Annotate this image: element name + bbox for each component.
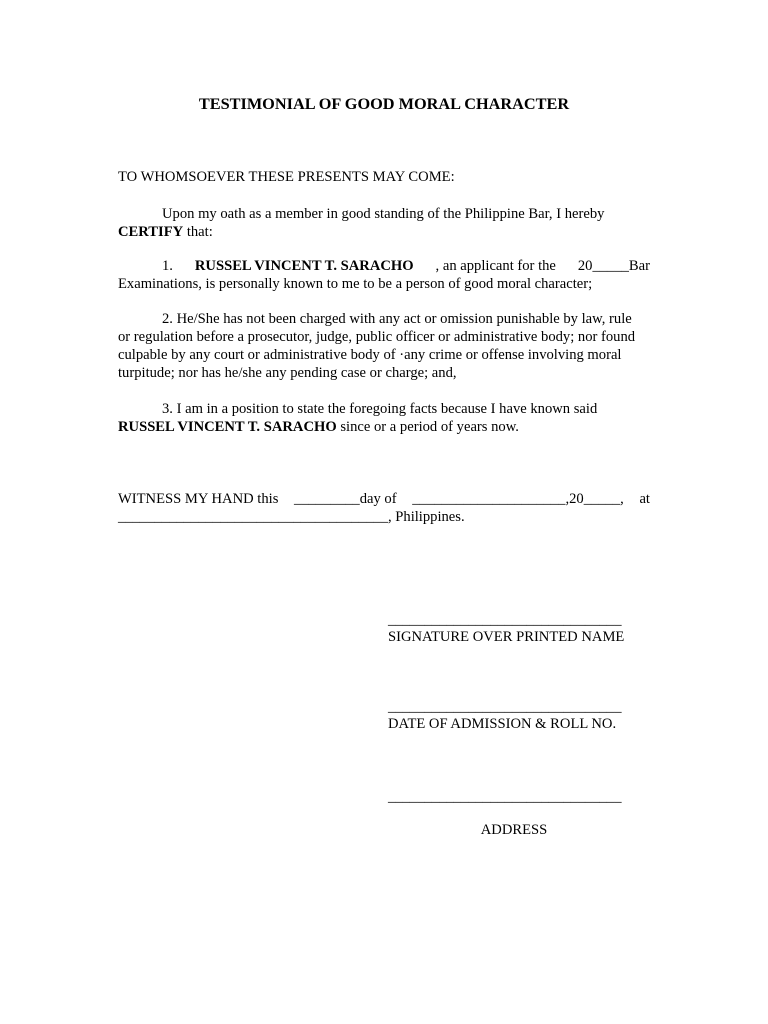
intro-paragraph (118, 205, 650, 241)
item-2-line-1: 2. He/She has not been charged with any act or omission punishable by law, rule (162, 311, 632, 327)
bar-year-blank: 20_____Bar (577, 258, 650, 274)
witness-text: WITNESS MY HAND this (118, 491, 279, 507)
signature-caption: SIGNATURE OVER PRINTED NAME (388, 629, 625, 645)
item-2-paragraph (118, 310, 650, 382)
address-block (388, 789, 634, 839)
item-3-rest: since or a period of years now. (336, 419, 519, 435)
admission-caption: DATE OF ADMISSION & ROLL NO. (388, 716, 617, 732)
item-1-paragraph (118, 257, 650, 293)
month-year-blank: _____________________,20_____, (412, 491, 624, 507)
item-2-line-3: culpable by any court or administrative body of ·any crime or offense involving moral (118, 347, 622, 363)
item-3-line-2 (118, 418, 650, 436)
item-1-line-1 (118, 257, 650, 275)
item-1-text: , an applicant for the (435, 258, 556, 274)
certify-suffix: that: (183, 224, 213, 240)
intro-line-2 (118, 223, 650, 241)
witness-line-1 (118, 490, 650, 508)
document-title: TESTIMONIAL OF GOOD MORAL CHARACTER (198, 94, 570, 113)
address-line: ________________________________ (388, 789, 622, 805)
item-3-line-1: 3. I am in a position to state the foregoing facts because I have known said (162, 401, 598, 417)
address-caption: ADDRESS (480, 822, 548, 838)
day-blank: _________day of (294, 491, 397, 507)
place-blank: _____________________________________, Philippines. (118, 509, 465, 525)
admission-block (388, 699, 634, 733)
item-3-paragraph (118, 400, 650, 436)
item-1-number: 1. (162, 258, 173, 274)
witness-clause (118, 490, 650, 526)
item-2-line-2: or regulation before a prosecutor, judge, public officer or administrative body; nor found (118, 329, 636, 345)
applicant-name: RUSSEL VINCENT T. SARACHO (194, 258, 414, 274)
intro-line-1: Upon my oath as a member in good standing of the Philippine Bar, I hereby (162, 206, 605, 222)
salutation: TO WHOMSOEVER THESE PRESENTS MAY COME: (118, 169, 455, 185)
signature-line: ________________________________ (388, 612, 622, 628)
signature-block (388, 612, 634, 646)
certify-word: CERTIFY (118, 224, 184, 240)
item-1-line-2: Examinations, is personally known to me to be a person of good moral character; (118, 276, 593, 292)
item-2-line-4: turpitude; nor has he/she any pending case or charge; and, (118, 365, 457, 381)
witness-at: at (639, 491, 650, 507)
applicant-name-repeat: RUSSEL VINCENT T. SARACHO (118, 419, 337, 435)
admission-line: ________________________________ (388, 699, 622, 715)
